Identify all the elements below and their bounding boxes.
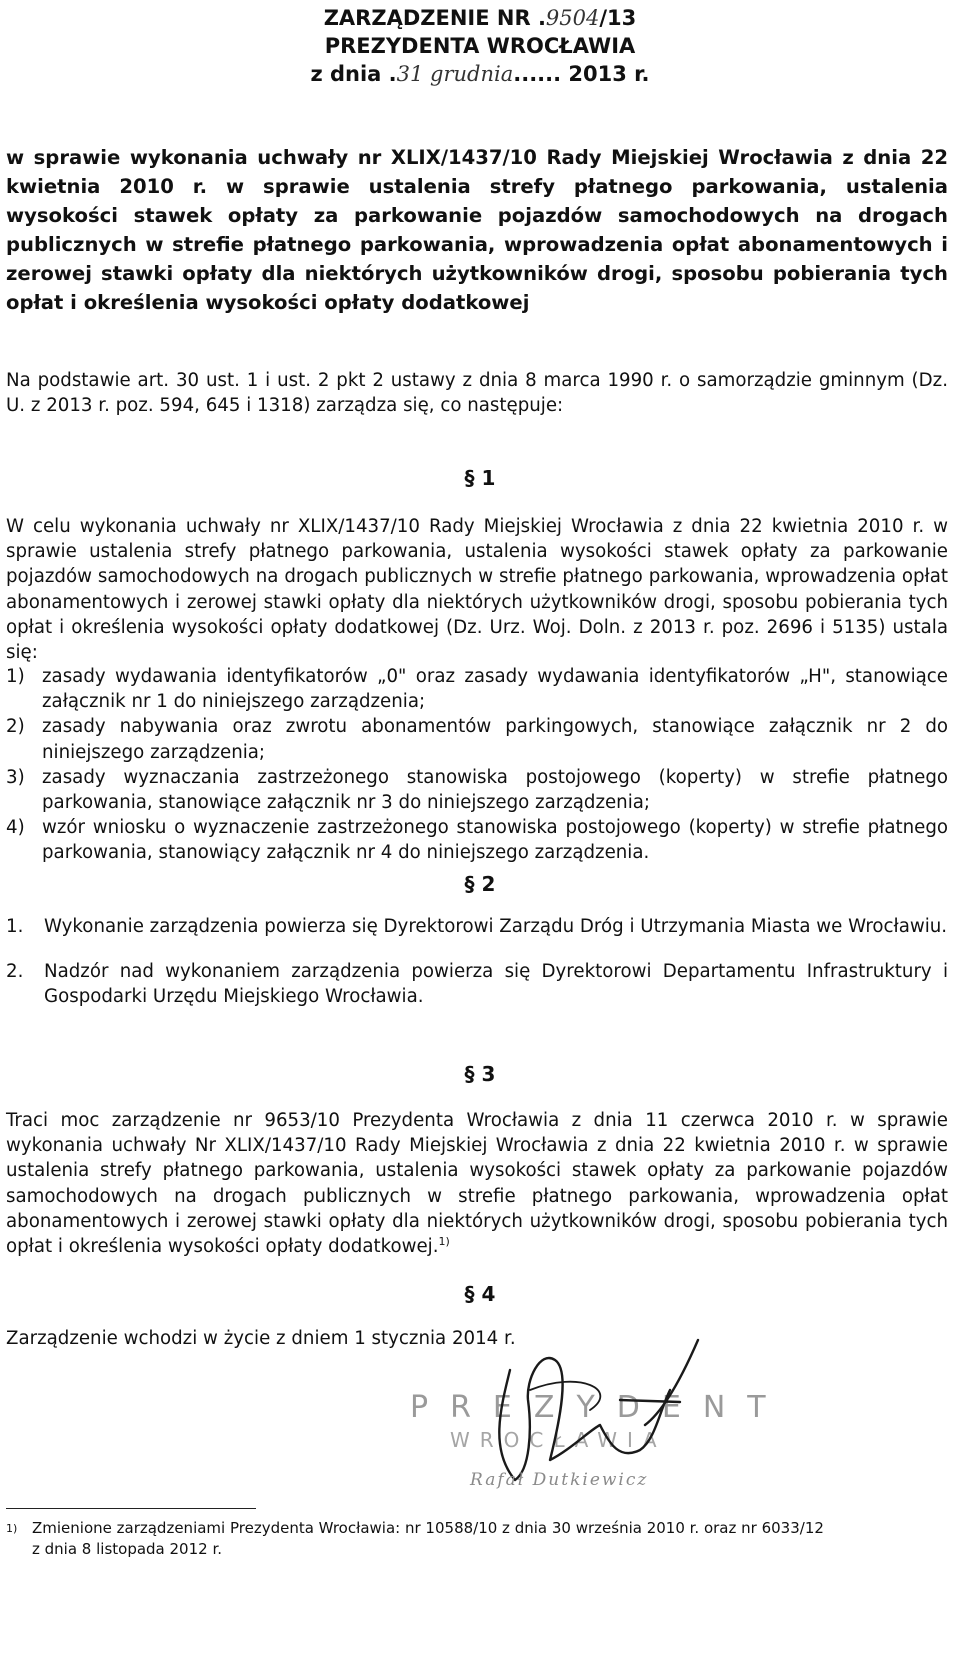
list-item — [6, 959, 948, 1009]
section-1-list — [6, 664, 948, 866]
signature-graphic — [470, 1330, 700, 1490]
section-3-body: Traci moc zarządzenie nr 9653/10 Prezydenta Wrocławia z dnia 11 czerwca 2010 r. w sprawie wykonania uchwały Nr XLIX/1437/10 Rady Miejskiej Wrocławia z dnia 22 kwietnia 2010 r. w sprawie ustalenia strefy płatnego parkowania, ustalenia wysokości stawek opłaty za parkowanie pojazdów samochodowych na drogach publicznych w strefie płatnego parkowania, wprowadzenia opłat abonamentowych i zerowej stawki opłaty dla niektórych użytkowników drogi, sposobu pobierania tych opłat i określenia wysokości opłaty dodatkowej. — [6, 1110, 948, 1258]
list-item-text: wzór wniosku o wyznaczenie zastrzeżonego stanowiska postojowego (koperty) w strefie płatnego parkowania, stanowiący załącznik nr 4 do niniejszego zarządzenia. — [42, 817, 948, 864]
list-item-text: Wykonanie zarządzenia powierza się Dyrektorowi Zarządu Dróg i Utrzymania Miasta we Wrocławiu. — [44, 916, 948, 937]
list-item-text: zasady wyznaczania zastrzeżonego stanowiska postojowego (koperty) w strefie płatnego parkowania, stanowiące załącznik nr 3 do niniejszego zarządzenia; — [42, 766, 948, 814]
section-2-list — [6, 914, 948, 1010]
list-item-number: 3) — [6, 766, 25, 788]
footnote-reference: 1) — [438, 1234, 450, 1248]
section-1-intro: W celu wykonania uchwały nr XLIX/1437/10 Rady Miejskiej Wrocławia z dnia 22 kwietnia 2010 r. w sprawie ustalenia strefy płatnego parkowania, ustalenia wysokości stawek opłaty za parkowanie pojazdów samochodowych na drogach publicznych w strefie płatnego parkowania, wprowadzenia opłat abonamentowych i zerowej stawki opłaty dla niektórych użytkowników drogi, sposobu pobierania tych opłat i określenia wysokości opłaty dodatkowej (Dz. Urz. Woj. Doln. z 2013 r. poz. 2696 i 5135) ustala się: — [6, 516, 948, 664]
section-4-text: Zarządzenie wchodzi w życie z dniem 1 stycznia 2014 r. — [6, 1328, 516, 1349]
preamble: Na podstawie art. 30 ust. 1 i ust. 2 pkt 2 ustawy z dnia 8 marca 1990 r. o samorządzie gminnym (Dz. U. z 2013 r. poz. 594, 645 i 1318) zarządza się, co następuje: — [6, 370, 948, 417]
handwritten-date: 31 grudnia — [396, 62, 514, 86]
list-item-number: 2. — [6, 961, 24, 983]
header-date-line — [0, 60, 960, 88]
list-item-number: 1) — [6, 666, 25, 687]
footnote-divider — [6, 1508, 256, 1509]
document-subject: w sprawie wykonania uchwały nr XLIX/1437/10 Rady Miejskiej Wrocławia z dnia 22 kwietnia 2010 r. w sprawie ustalenia strefy płatnego parkowania, ustalenia wysokości stawek opłaty za parkowanie pojazdów samochodowych na drogach publicznych w strefie płatnego parkowania, wprowadzenia opłat abonamentowych i zerowej stawki opłaty dla niektórych użytkowników drogi, sposobu pobierania tych opłat i określenia wysokości opłaty dodatkowej — [6, 146, 948, 314]
list-item-text: Nadzór nad wykonaniem zarządzenia powierza się Dyrektorowi Departamentu Infrastruktury i Gospodarki Urzędu Miejskiego Wrocławia. — [44, 961, 948, 1008]
stamp-subtitle: WROCŁAWIA — [450, 1428, 667, 1452]
header-issuer: PREZYDENTA WROCŁAWIA — [324, 34, 636, 58]
footnote — [6, 1518, 948, 1560]
stamp-name: Rafał Dutkiewicz — [470, 1470, 649, 1490]
section-2-heading: § 2 — [464, 872, 496, 896]
stamp-title: PREZYDENT — [410, 1390, 788, 1425]
list-item-number: 1. — [6, 916, 24, 937]
handwritten-number: 9504 — [545, 6, 600, 30]
list-item-text: zasady nabywania oraz zwrotu abonamentów parkingowych, stanowiące załącznik nr 2 do niniejszego zarządzenia; — [42, 716, 948, 763]
list-item-text: zasady wydawania identyfikatorów „0" oraz zasady wydawania identyfikatorów „H", stanowiące załącznik nr 1 do niniejszego zarządzenia; — [42, 666, 948, 713]
section-3-text — [6, 1108, 948, 1259]
list-item — [6, 765, 948, 815]
list-item — [6, 664, 948, 714]
section-3-heading: § 3 — [464, 1062, 496, 1086]
date-suffix: ...... 2013 r. — [513, 62, 650, 86]
footnote-line-1 — [6, 1518, 948, 1539]
list-item-number: 4) — [6, 817, 25, 839]
section-4-heading: § 4 — [464, 1282, 496, 1306]
list-item — [6, 914, 948, 939]
section-1-heading: § 1 — [464, 466, 496, 490]
date-prefix: z dnia . — [310, 62, 397, 86]
header-prefix: ZARZĄDZENIE NR . — [323, 6, 546, 30]
list-item — [6, 714, 948, 764]
document-header — [0, 4, 960, 88]
header-title-line — [0, 4, 960, 32]
list-item — [6, 815, 948, 865]
footnote-text-1: Zmienione zarządzeniami Prezydenta Wrocławia: nr 10588/10 z dnia 30 września 2010 r. oraz nr 6033/12 — [32, 1519, 824, 1537]
list-item-number: 2) — [6, 716, 25, 738]
header-suffix: /13 — [599, 6, 637, 30]
footnote-line-2: z dnia 8 listopada 2012 r. — [32, 1540, 223, 1558]
footnote-mark: 1) — [6, 1522, 18, 1535]
